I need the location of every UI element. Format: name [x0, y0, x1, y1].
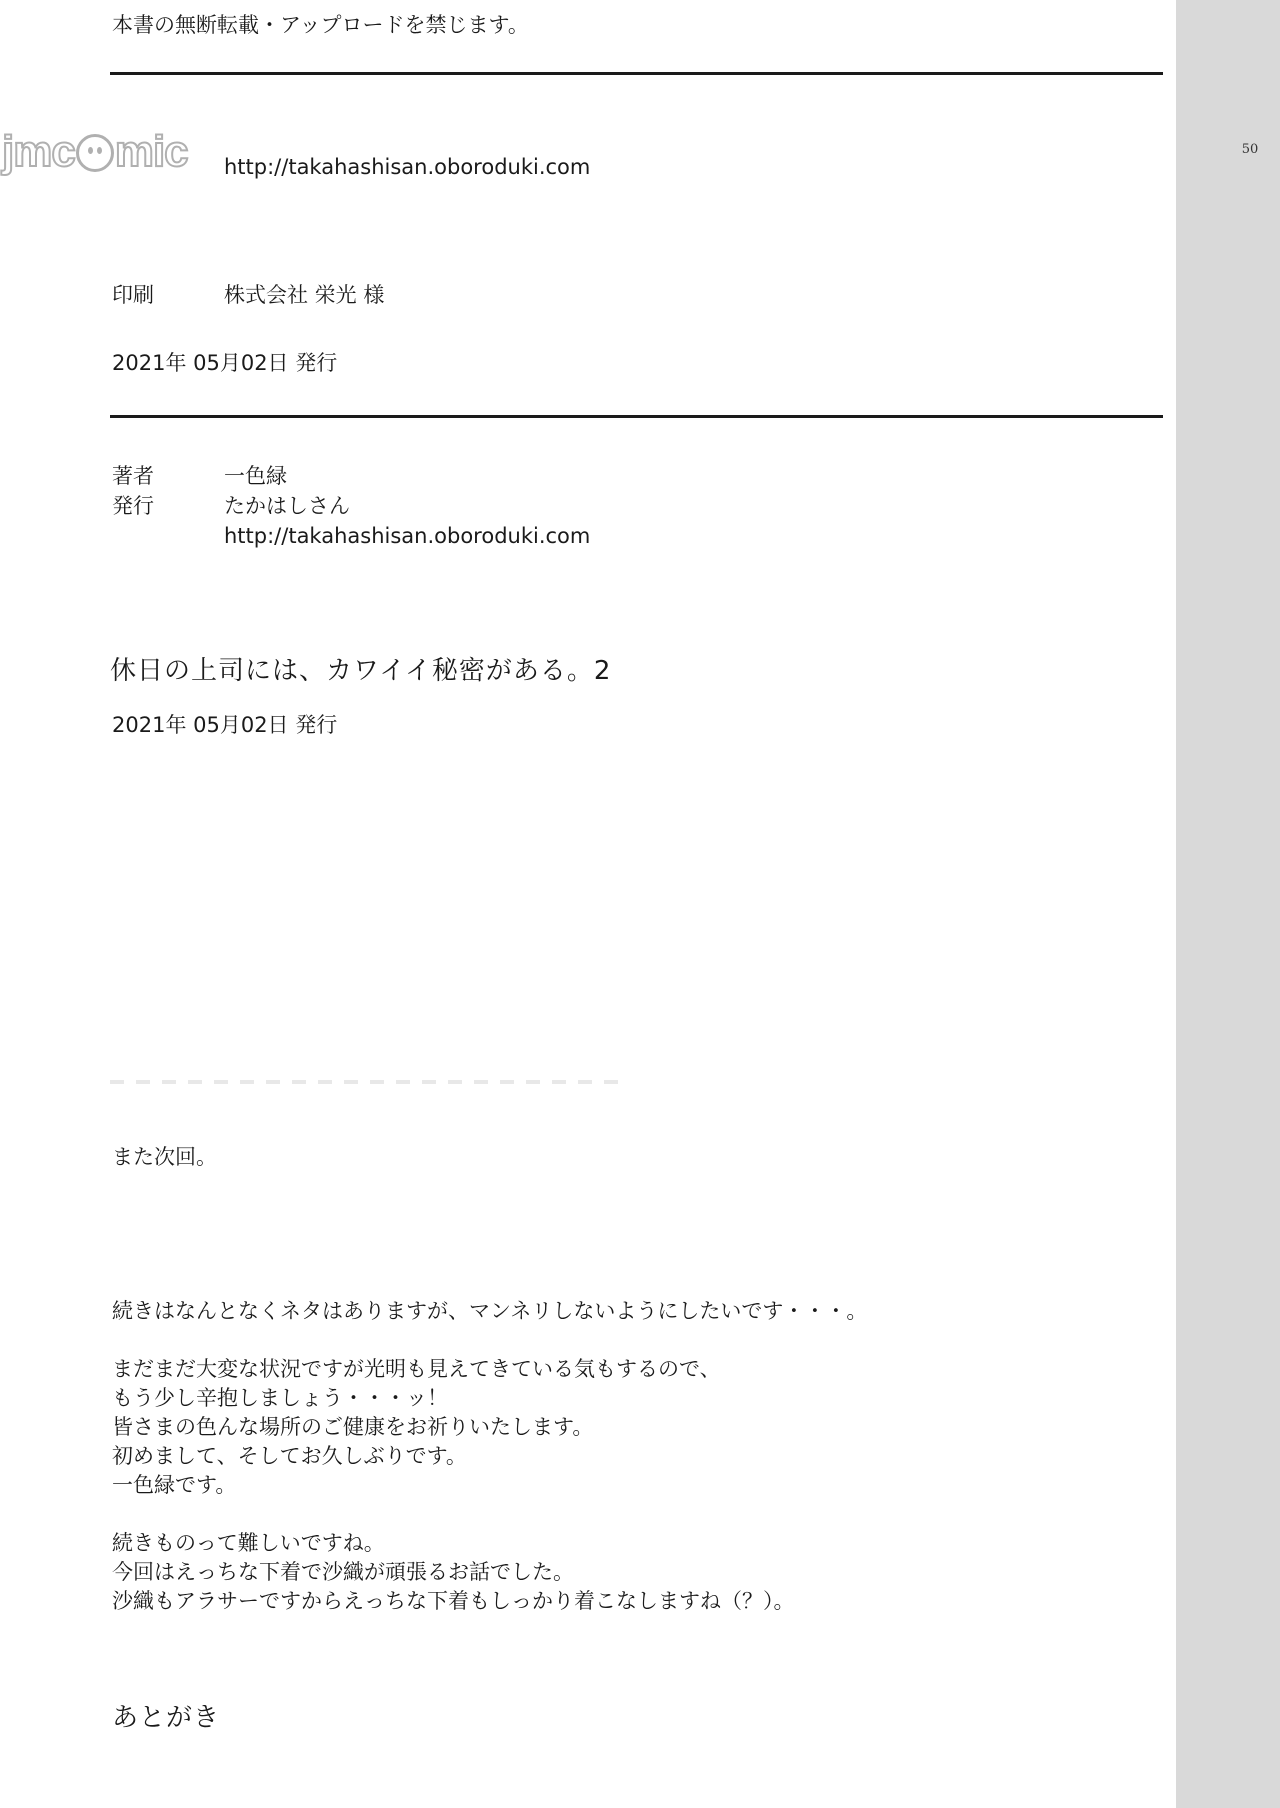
page-number: 50 — [1241, 142, 1259, 157]
afterword-closing: また次回。 — [112, 1145, 217, 1169]
watermark-face-icon — [76, 134, 114, 172]
print-company: 株式会社 栄光 様 — [224, 283, 385, 307]
book-title: 休日の上司には、カワイイ秘密がある。2 — [110, 656, 612, 686]
publisher-url-cut: http://takahashisan.oboroduki.com — [224, 155, 591, 179]
afterword-line: 続きものって難しいですね。 — [112, 1531, 385, 1555]
middle-divider — [110, 415, 1163, 418]
author-label: 著者 — [112, 464, 154, 488]
publisher-name: たかはしさん — [224, 494, 350, 518]
publisher-label: 発行 — [112, 494, 154, 518]
print-label: 印刷 — [112, 283, 154, 307]
issue-date-sliver: 2021年 05月02日 発行 — [112, 713, 338, 737]
afterword-line: 沙織もアラサーですからえっちな下着もしっかり着こなしますね（？）。 — [112, 1589, 795, 1613]
afterword-line: 一色緑です。 — [112, 1473, 237, 1497]
afterword-line: 皆さまの色んな場所のご健康をお祈りいたします。 — [112, 1415, 594, 1439]
page-gutter — [1176, 0, 1280, 1808]
afterword-line: 続きはなんとなくネタはありますが、マンネリしないようにしたいです・・・。 — [112, 1299, 868, 1323]
faded-text-strip — [110, 1080, 620, 1084]
jmcomic-watermark: jmc mic — [2, 127, 188, 176]
afterword-line: もう少し辛抱しましょう・・・ッ！ — [112, 1386, 448, 1410]
afterword-line: 初めまして、そしてお久しぶりです。 — [112, 1444, 467, 1468]
afterword-line: まだまだ大変な状況ですが光明も見えてきている気もするので、 — [112, 1357, 721, 1381]
afterword-line: 今回はえっちな下着で沙織が頑張るお話でした。 — [112, 1560, 574, 1584]
issue-date-cut: 2021年 05月02日 発行 — [112, 351, 338, 375]
author-name: 一色緑 — [224, 464, 287, 488]
afterword-heading: あとがき — [112, 1703, 221, 1733]
publisher-url: http://takahashisan.oboroduki.com — [224, 524, 591, 548]
top-divider — [110, 72, 1163, 75]
copyright-notice: 本書の無断転載・アップロードを禁じます。 — [112, 13, 529, 37]
